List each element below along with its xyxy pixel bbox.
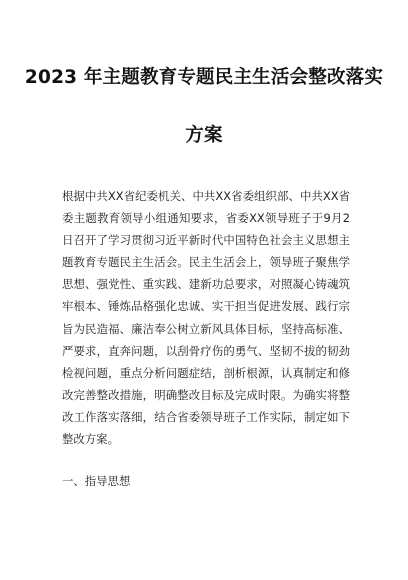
document-title-line-2: 方案 — [185, 125, 223, 146]
section-heading-guiding-ideology: 一、指导思想 — [62, 474, 131, 488]
intro-paragraph: 根据中共XX省纪委机关、中共XX省委组织部、中共XX省委主题教育领导小组通知要求，省委XX领导班子于9月2日召开了学习贯彻习近平新时代中国特色社会主义思想主题教育专题民主生活会。民主生活会上，领导班子聚焦学思想、强党性、重实践、建新功总要求，对照凝心铸魂筑牢根本、锤炼品格强化忠诚、实干担当促进发展、践行宗旨为民造福、廉洁奉公树立新风具体目标，坚持高标准、严要求，直奔问题，以刮骨疗伤的勇气、坚韧不拔的韧劲检视问题，重点分析问题症结，剖析根源，认真制定和修改完善整改措施，明确整改目标及完成时限。为确实将整改工作落实落细，结合省委领导班子工作实际，制定如下整改方案。 — [62, 189, 350, 447]
document-title-line-1: 2023 年主题教育专题民主生活会整改落实 — [24, 67, 384, 88]
